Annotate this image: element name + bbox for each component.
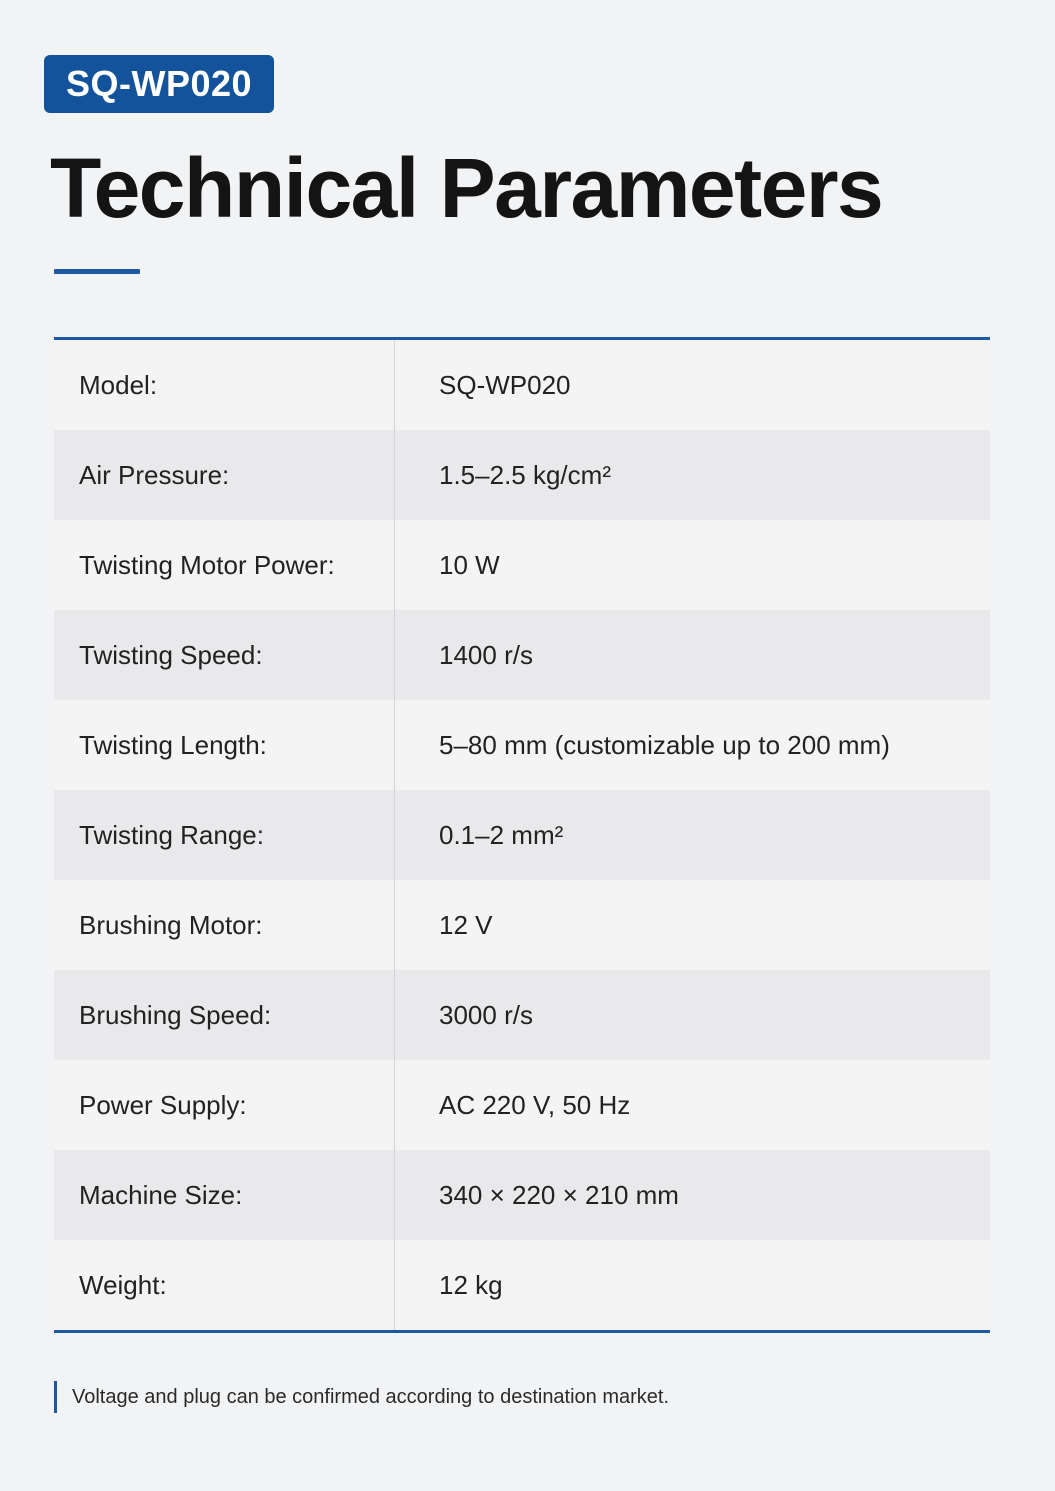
spec-value: 3000 r/s xyxy=(439,999,533,1030)
spec-row-power-supply xyxy=(54,1060,990,1150)
spec-label: Twisting Range: xyxy=(54,790,395,880)
spec-value: 1400 r/s xyxy=(439,639,533,670)
spec-value: 1.5–2.5 kg/cm² xyxy=(439,459,611,490)
spec-row-air-pressure xyxy=(54,430,990,520)
spec-row-brushing-motor xyxy=(54,880,990,970)
spec-value: AC 220 V, 50 Hz xyxy=(439,1089,631,1120)
spec-table xyxy=(54,337,990,1333)
spec-row-machine-size xyxy=(54,1150,990,1240)
spec-label: Model: xyxy=(54,340,395,430)
spec-row-twisting-range xyxy=(54,790,990,880)
spec-label: Twisting Speed: xyxy=(54,610,395,700)
spec-value: 0.1–2 mm² xyxy=(439,819,564,850)
spec-label: Brushing Speed: xyxy=(54,970,395,1060)
footnote: Voltage and plug can be confirmed according to destination market. xyxy=(54,1381,669,1413)
spec-row-brushing-speed xyxy=(54,970,990,1060)
spec-row-twisting-motor-power xyxy=(54,520,990,610)
spec-row-twisting-speed xyxy=(54,610,990,700)
spec-value: SQ-WP020 xyxy=(439,369,571,400)
title-underline xyxy=(54,269,140,274)
spec-label: Air Pressure: xyxy=(54,430,395,520)
spec-value: 340 × 220 × 210 mm xyxy=(439,1179,679,1210)
spec-label: Twisting Length: xyxy=(54,700,395,790)
page-title: Technical Parameters xyxy=(50,141,883,235)
spec-label: Machine Size: xyxy=(54,1150,395,1240)
spec-label: Weight: xyxy=(54,1240,395,1330)
spec-label: Twisting Motor Power: xyxy=(54,520,395,610)
spec-value: 10 W xyxy=(439,549,500,580)
spec-value: 5–80 mm (customizable up to 200 mm) xyxy=(439,729,890,760)
spec-label: Brushing Motor: xyxy=(54,880,395,970)
spec-row-weight xyxy=(54,1240,990,1330)
spec-row-model xyxy=(54,340,990,430)
spec-label: Power Supply: xyxy=(54,1060,395,1150)
model-badge: SQ-WP020 xyxy=(44,55,274,113)
spec-value: 12 V xyxy=(439,909,493,940)
spec-row-twisting-length xyxy=(54,700,990,790)
spec-value: 12 kg xyxy=(439,1269,503,1300)
